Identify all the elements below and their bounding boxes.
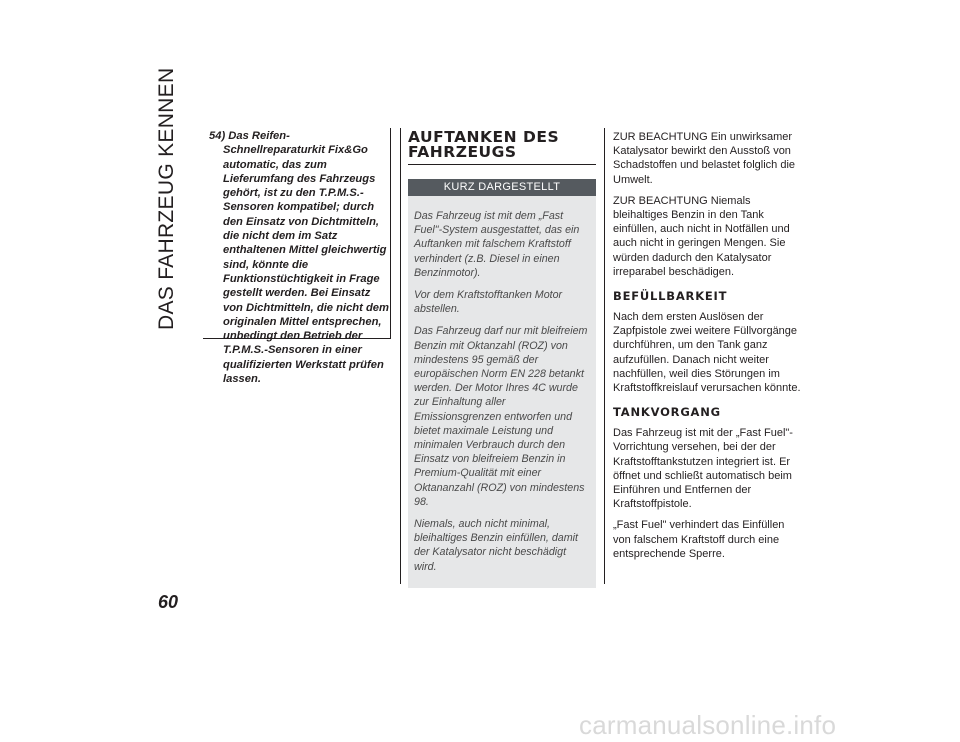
refuelling-procedure-text: Das Fahrzeug ist mit der „Fast Fuel"-Vorrichtung versehen, bei der der Kraftstofftankstutzen integriert ist. Er öffnet und schließt automatisch beim Einführen und Entfernen der Kraftstoffpistole. xyxy=(613,427,793,511)
column-divider-left xyxy=(400,128,401,584)
summary-paragraph: Niemals, auch nicht minimal, bleihaltiges Benzin einfüllen, damit der Katalysator nicht beschädigt wird. xyxy=(414,518,578,573)
section-title: AUFTANKEN DES FAHRZEUGS xyxy=(408,130,596,165)
footnote-text: Das Reifen-Schnellreparaturkit Fix&Go automatic, das zum Lieferumfang des Fahrzeugs gehört, ist zu den T.P.M.S.-Sensoren kompatibel; durch den Einsatz von Dichtmitteln, die nicht dem im Satz enthaltenen Mittel gleichwertig sind, könnte die Funktionstüchtigkeit in Frage gestellt werden. Bei Einsatz von Dichtmitteln, die nicht dem originalen Mittel entsprechen, unbedingt den Betrieb der T.P.M.S.-Sensoren in einer qualifizierten Werkstatt prüfen lassen. xyxy=(223,130,389,386)
footnote-column xyxy=(203,128,391,386)
summary-paragraph: Das Fahrzeug ist mit dem „Fast Fuel"-System ausgestattet, das ein Auftanken mit falschem Kraftstoff verhindert (z.B. Diesel in einen Benzinmotor). xyxy=(414,210,580,279)
filling-capacity-text: Nach dem ersten Auslösen der Zapfpistole zwei weitere Füllvorgänge durchführen, um den Tank ganz aufzufüllen. Danach nicht weiter nachfüllen, weil dies Störungen im Kraftstoffkreislauf verursachen könnte. xyxy=(613,311,801,395)
caution-note-catalyst: ZUR BEACHTUNG Ein unwirksamer Katalysator bewirkt den Ausstoß von Schadstoffen und belastet folglich die Umwelt. xyxy=(613,131,796,186)
page-number: 60 xyxy=(158,592,179,612)
summary-box-body xyxy=(408,196,596,588)
summary-paragraph: Vor dem Kraftstofftanken Motor abstellen. xyxy=(414,289,563,316)
summary-box xyxy=(408,179,596,588)
footnote xyxy=(209,129,390,386)
caution-note-leaded-fuel: ZUR BEACHTUNG Niemals bleihaltiges Benzin in den Tank einfüllen, auch nicht in Notfällen und auch nicht in geringen Mengen. Sie würden dadurch den Katalysator irreparabel beschädigen. xyxy=(613,194,790,278)
fast-fuel-text: „Fast Fuel" verhindert das Einfüllen von falschem Kraftstoff durch eine entsprechende Sperre. xyxy=(613,519,785,560)
footnote-number: 54) xyxy=(209,130,226,142)
right-text-column xyxy=(613,130,803,568)
summary-paragraph: Das Fahrzeug darf nur mit bleifreiem Benzin mit Oktanzahl (ROZ) von mindestens 95 gemäß der europäischen Norm EN 228 betankt werden. Der Motor Ihres 4C wurde zur Einhaltung aller Emissionsgrenzen entworfen und bietet maximale Leistung und minimalen Verbrauch durch den Einsatz von bleifreiem Benzin in Premium-Qualität mit einer Oktananzahl (ROZ) von mindestens 98. xyxy=(414,325,588,508)
heading-refuelling-procedure: TANKVORGANG xyxy=(613,405,721,420)
column-divider-right xyxy=(604,128,605,584)
heading-filling-capacity: BEFÜLLBARKEIT xyxy=(613,289,728,304)
chapter-side-title: DAS FAHRZEUG KENNEN xyxy=(155,67,178,330)
summary-box-title: KURZ DARGESTELLT xyxy=(408,179,596,196)
watermark: carmanualsonline.info xyxy=(579,710,837,740)
refuelling-section xyxy=(408,130,596,588)
